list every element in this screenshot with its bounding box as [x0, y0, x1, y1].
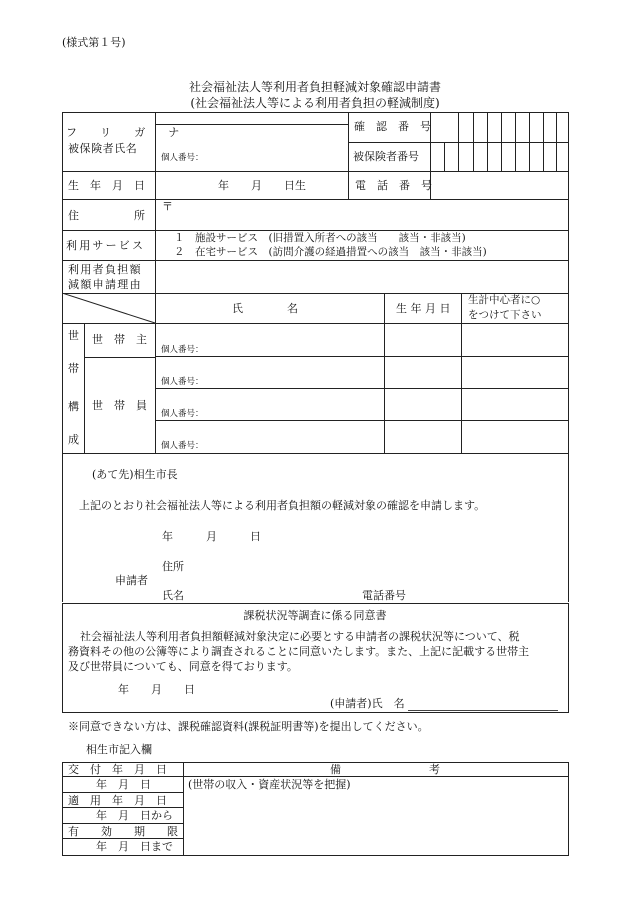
member2-personal-number: 個人番号：: [161, 409, 204, 419]
addressee: (あて先)相生市長: [92, 468, 178, 481]
consent-line-3: 及び世帯員についても、同意を得ております。: [68, 660, 298, 673]
signature-line: [408, 710, 558, 711]
application-name-label: 氏名: [162, 589, 184, 602]
household-composition-4: 成: [68, 433, 79, 446]
household-main-header-l2: をつけて下さい: [468, 309, 542, 321]
service-option-1: １ 施設サービス (旧措置入所者への該当 該当・非該当): [174, 232, 466, 244]
household-composition-1: 世: [68, 329, 79, 342]
application-date: 年 月 日: [162, 530, 261, 543]
form-subtitle: (社会福祉法人等による利用者負担の軽減制度): [190, 96, 440, 110]
service-option-2: ２ 在宅サービス (訪問介護の経過措置への該当 該当・非該当): [174, 246, 487, 258]
household-name-header: 氏 名: [232, 302, 298, 315]
household-composition-2: 帯: [68, 362, 79, 375]
issue-date-value: 年 月 日: [96, 778, 151, 791]
confirmation-number-label: 確 認 番 号: [354, 120, 431, 133]
note-text: ※同意できない方は、課税確認資料(課税証明書等)を提出してください。: [68, 720, 429, 733]
form-number: (様式第１号): [62, 36, 126, 49]
apply-date-label: 適 用 年 月 日: [68, 794, 167, 807]
furigana-label: フ リ ガ ナ: [66, 126, 186, 139]
member1-personal-number: 個人番号：: [161, 377, 204, 387]
reason-label-line1: 利用者負担額: [68, 263, 142, 276]
service-label: 利用サービス: [66, 239, 146, 252]
valid-period-label: 有 効 期 限: [68, 825, 178, 838]
insured-name-label: 被保険者氏名: [68, 142, 138, 155]
head-of-household-label: 世 帯 主: [92, 333, 147, 346]
remarks-content: (世帯の収入・資産状況等を把握): [188, 778, 351, 791]
form-title: 社会福祉法人等利用者負担軽減対象確認申請書: [188, 80, 441, 94]
application-address-label: 住所: [162, 560, 184, 573]
consent-heading: 課税状況等調査に係る同意書: [243, 609, 387, 622]
diagonal-line: [62, 293, 156, 324]
personal-number-label: 個人番号：: [161, 153, 204, 163]
address-label: 住 所: [68, 209, 145, 222]
birth-date-label: 生 年 月 日: [68, 179, 145, 192]
valid-period-value: 年 月 日まで: [96, 840, 173, 853]
consent-line-2: 務資料その他の公簿等により調査されることに同意いたします。また、上記に記載する世帯主: [68, 645, 530, 658]
insured-number-label: 被保険者番号: [353, 150, 419, 163]
household-member-label: 世 帯 員: [92, 399, 147, 412]
application-statement: 上記のとおり社会福祉法人等による利用者負担額の軽減対象の確認を申請します。: [79, 499, 486, 512]
remarks-header: 備 考: [330, 763, 440, 776]
member3-personal-number: 個人番号：: [161, 441, 204, 451]
consent-line-1: 社会福祉法人等利用者負担額軽減対象決定に必要とする申請者の課税状況等について、税: [80, 630, 520, 643]
phone-number-label: 電 話 番 号: [355, 179, 432, 192]
applicant-label: 申請者: [115, 574, 148, 587]
postal-mark: 〒: [162, 200, 173, 213]
head-personal-number: 個人番号：: [161, 345, 204, 355]
office-heading: 相生市記入欄: [86, 743, 152, 756]
household-birth-header: 生 年 月 日: [396, 302, 451, 315]
application-phone-label: 電話番号: [362, 589, 406, 602]
household-main-header-l1: 生計中心者に○: [468, 294, 541, 306]
consent-signature-label: (申請者)氏 名: [330, 697, 405, 710]
apply-date-value: 年 月 日から: [96, 809, 173, 822]
household-composition-3: 構: [68, 400, 79, 413]
reason-label-line2: 減額申請理由: [68, 278, 142, 291]
consent-date: 年 月 日: [118, 683, 195, 696]
birth-date-value: 年 月 日生: [218, 179, 306, 192]
issue-date-label: 交 付 年 月 日: [68, 763, 167, 776]
